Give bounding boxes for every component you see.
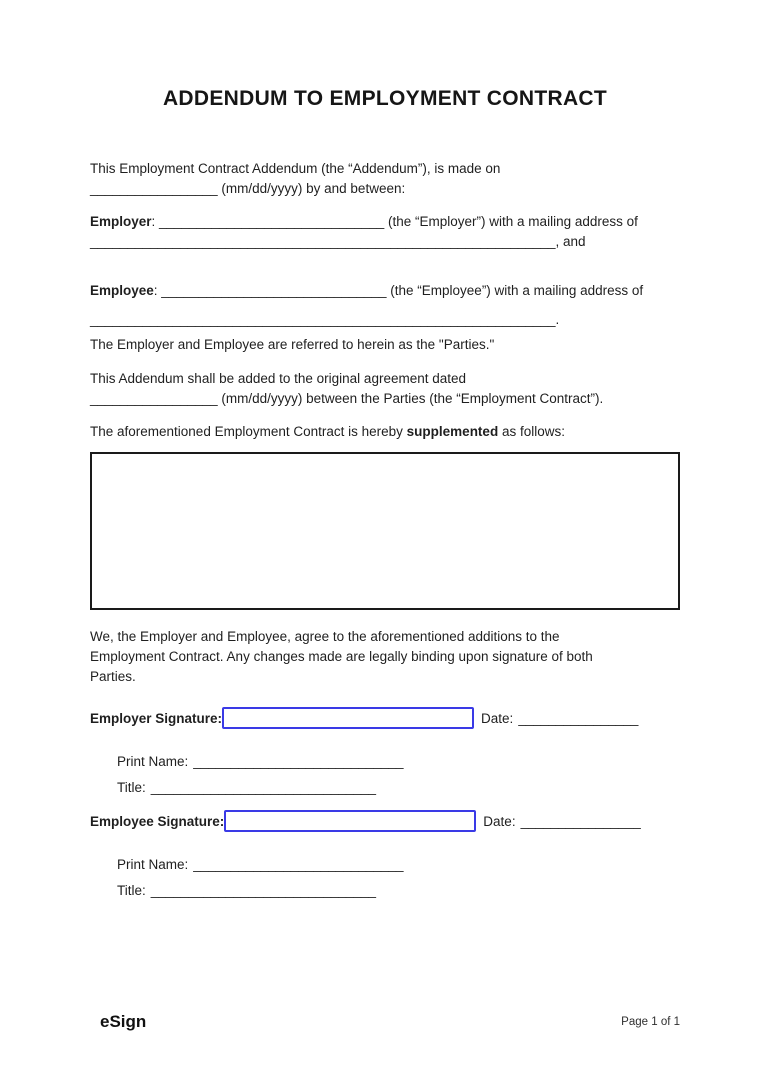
supplement-text-box[interactable] [90, 452, 680, 610]
employee-print-name-blank: ____________________________ [193, 857, 404, 872]
employee-title-label: Title: [117, 883, 146, 898]
employer-title-blank: ______________________________ [150, 780, 377, 795]
employee-signature-field[interactable] [224, 810, 476, 832]
employee-title-row [90, 881, 680, 901]
esign-logo: eSign [100, 1012, 147, 1031]
employee-title-blank: ______________________________ [150, 883, 377, 898]
intro-line-1: This Employment Contract Addendum (the “Addendum”), is made on [90, 161, 501, 176]
employee-date-blank: ________________ [520, 813, 641, 829]
employer-label: Employer [90, 214, 152, 229]
employee-address-blank: ______________________________________________________________. [90, 312, 560, 327]
employer-title-label: Title: [117, 780, 146, 795]
employee-name-blank: : ______________________________ (the “Employee”) with a mailing address of [153, 283, 644, 298]
supplement-clause [90, 422, 680, 442]
supplement-clause-start: The aforementioned Employment Contract is hereby [90, 424, 407, 439]
employer-paragraph [90, 212, 680, 252]
agreement-clause-line-2: Employment Contract. Any changes made are legally binding upon signature of both [90, 649, 593, 664]
employer-signature-label: Employer Signature: [90, 710, 223, 726]
document-page [0, 86, 768, 1080]
employee-label: Employee [90, 283, 154, 298]
original-agreement-paragraph [90, 369, 680, 409]
employer-print-name-row [90, 752, 680, 772]
employee-signature-row [90, 809, 680, 833]
original-agreement-line-1: This Addendum shall be added to the original agreement dated [90, 371, 467, 386]
intro-line-2-with-date-blank: _________________ (mm/dd/yyyy) by and between: [90, 181, 406, 196]
employer-print-name-label: Print Name: [117, 754, 189, 769]
page-footer [90, 1012, 680, 1032]
employer-line-1 [90, 212, 680, 232]
employer-name-blank: : ______________________________ (the “Employer”) with a mailing address of [151, 214, 638, 229]
agreement-clause-line-1: We, the Employer and Employee, agree to the aforementioned additions to the [90, 629, 560, 644]
page-indicator: Page 1 of 1 [621, 1016, 680, 1028]
employer-address-blank: ______________________________________________________________, and [90, 234, 586, 249]
employee-print-name-row [90, 855, 680, 875]
employer-print-name-blank: ____________________________ [193, 754, 404, 769]
employer-title-row [90, 778, 680, 798]
employer-signature-row [90, 706, 680, 730]
intro-paragraph [90, 159, 680, 199]
supplement-clause-bold-word: supplemented [406, 424, 499, 439]
agreement-clause-line-3: Parties. [90, 669, 136, 684]
parties-clause: The Employer and Employee are referred to herein as the "Parties." [90, 337, 495, 352]
original-agreement-line-2-with-date-blank: _________________ (mm/dd/yyyy) between the Parties (the “Employment Contract”). [90, 391, 604, 406]
employer-date-blank: ________________ [518, 710, 639, 726]
employee-signature-label: Employee Signature: [90, 813, 225, 829]
employee-paragraph [90, 281, 680, 330]
agreement-clause [90, 627, 680, 687]
employee-date-label: Date: [483, 813, 516, 829]
document-title: ADDENDUM TO EMPLOYMENT CONTRACT [162, 87, 608, 110]
employer-signature-field[interactable] [222, 707, 474, 729]
employee-print-name-label: Print Name: [117, 857, 189, 872]
employee-line-1 [90, 281, 680, 301]
employer-date-label: Date: [481, 710, 514, 726]
supplement-clause-end: as follows: [498, 424, 565, 439]
